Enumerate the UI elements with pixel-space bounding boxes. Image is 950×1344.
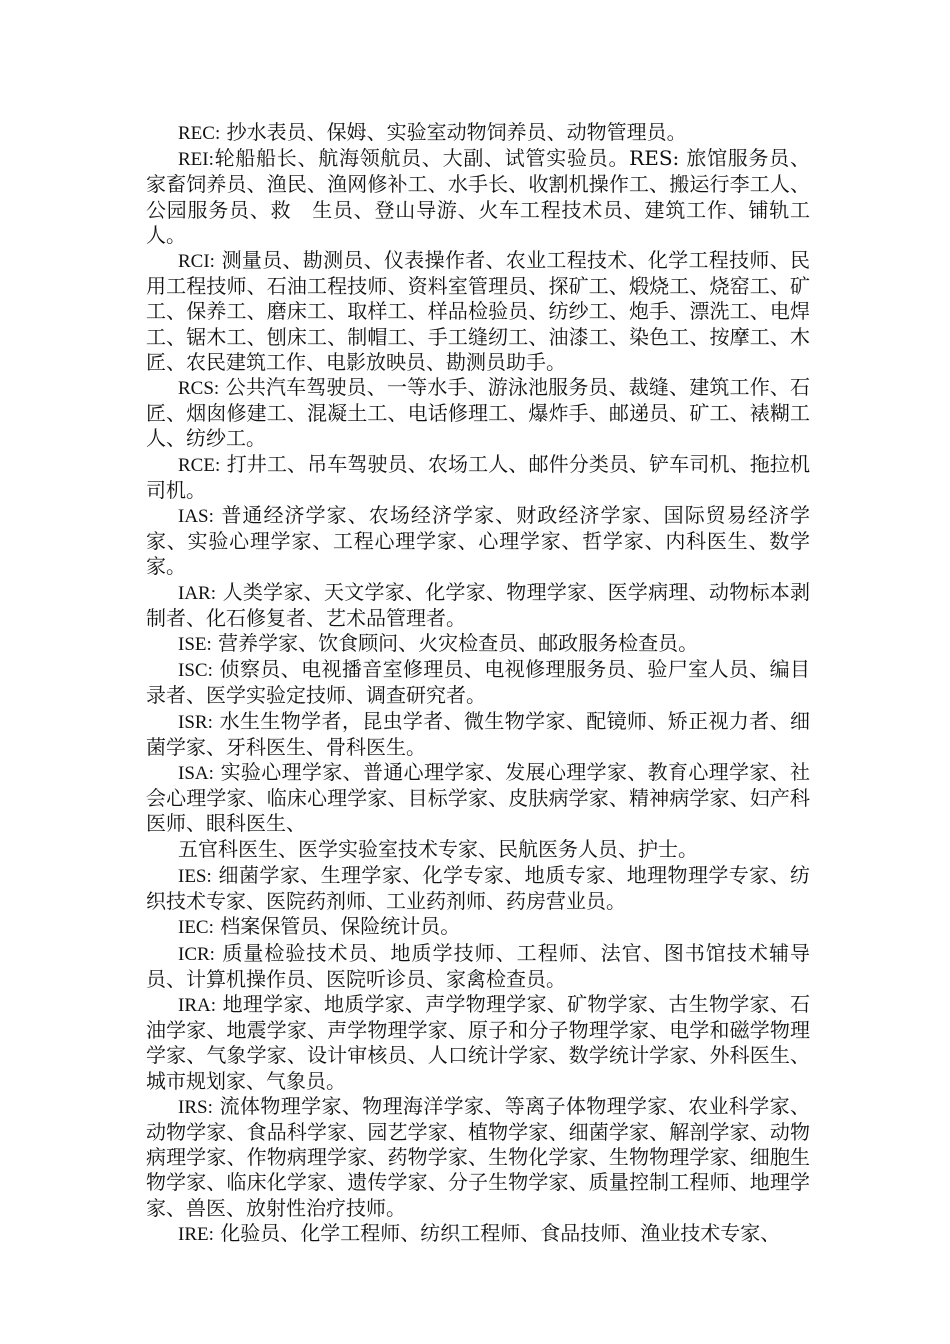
code-label: IAR: (178, 582, 216, 604)
code-label: REI: (178, 149, 214, 171)
paragraph-text: 流体物理学家、物理海洋学家、等离子体物理学家、农业科学家、动物学家、食品科学家、园艺学家、植物学家、细菌学家、解剖学家、动物病理学家、作物病理学家、药物学家、生物化学家、生物物理学家、细胞生物学家、临床化学家、遗传学家、分子生物学家、质量控制工程师、地理学家、兽医、放射性治疗技师。 (146, 1093, 810, 1220)
code-label: REC: (178, 123, 221, 144)
code-label: IRS: (178, 1096, 213, 1118)
document-body (146, 120, 810, 1247)
paragraph-text: 档案保管员、保险统计员。 (213, 914, 461, 939)
paragraph-ire (146, 1221, 810, 1247)
code-label: RCE: (178, 454, 221, 476)
paragraph-text: 抄水表员、保姆、实验室动物饲养员、动物管理员。 (220, 120, 687, 144)
paragraph-text: 轮船船长、航海领航员、大副、试管实验员。RES: 旅馆服务员、家畜饲养员、渔民、渔网修补工、水手长、收割机操作工、搬运行李工人、公园服务员、救 生员、登山导游、火车工程技术员、建筑工作、铺轨工人。 (146, 146, 810, 247)
code-label: IES: (178, 865, 212, 887)
paragraph-rec (146, 120, 810, 146)
paragraph-text: 打井工、吊车驾驶员、农场工人、邮件分类员、铲车司机、拖拉机司机。 (146, 451, 810, 502)
paragraph-isa (146, 760, 810, 837)
code-label: IAS: (178, 506, 214, 528)
paragraph-text: 公共汽车驾驶员、一等水手、游泳池服务员、裁缝、建筑工作、石匠、烟囱修建工、混凝土工、电话修理工、爆炸手、邮递员、矿工、裱糊工人、纺纱工。 (146, 375, 810, 451)
paragraph-text: 五官科医生、医学实验室技术专家、民航医务人员、护士。 (178, 836, 698, 861)
paragraph-isa-continued (146, 837, 810, 863)
paragraph-text: 水生生物学者，昆虫学者、微生物学家、配镜师、矫正视力者、细菌学家、牙科医生、骨科医生。 (146, 708, 810, 759)
paragraph-ira (146, 992, 810, 1094)
paragraph-icr (146, 941, 810, 992)
paragraph-irs (146, 1094, 810, 1221)
code-label: ISE: (178, 634, 212, 656)
paragraph-isr (146, 709, 810, 760)
paragraph-rei (146, 146, 810, 248)
paragraph-rce (146, 452, 810, 503)
paragraph-text: 质量检验技术员、地质学技师、工程师、法官、图书馆技术辅导员、计算机操作员、医院听诊员、家禽检查员。 (146, 940, 810, 991)
paragraph-ise (146, 631, 810, 657)
paragraph-text: 普通经济学家、农场经济学家、财政经济学家、国际贸易经济学家、实验心理学家、工程心理学家、心理学家、哲学家、内科医生、数学家。 (146, 503, 810, 579)
paragraph-iar (146, 580, 810, 631)
code-label: RCI: (178, 251, 215, 273)
code-label: RCS: (178, 378, 220, 400)
paragraph-ias (146, 503, 810, 580)
paragraph-text: 营养学家、饮食顾问、火灾检查员、邮政服务检查员。 (211, 631, 699, 656)
paragraph-iec (146, 914, 810, 940)
code-label: ISR: (178, 711, 213, 733)
code-label: IRE: (178, 1223, 214, 1245)
paragraph-text: 实验心理学家、普通心理学家、发展心理学家、教育心理学家、社会心理学家、临床心理学家、目标学家、皮肤病学家、精神病学家、妇产科医师、眼科医生、 (146, 760, 810, 836)
paragraph-text: 细菌学家、生理学家、化学专家、地质专家、地理物理学专家、纺织技术专家、医院药剂师、工业药剂师、药房营业员。 (146, 862, 810, 914)
code-label: ISA: (178, 763, 214, 785)
code-label: IEC: (178, 917, 214, 939)
paragraph-text: 人类学家、天文学家、化学家、物理学家、医学病理、动物标本剥制者、化石修复者、艺术品管理者。 (146, 579, 810, 630)
paragraph-text: 侦察员、电视播音室修理员、电视修理服务员、验尸室人员、编目录者、医学实验定技师、调查研究者。 (146, 657, 810, 708)
paragraph-rcs (146, 375, 810, 452)
paragraph-text: 地理学家、地质学家、声学物理学家、矿物学家、古生物学家、石油学家、地震学家、声学物理学家、原子和分子物理学家、电学和磁学物理学家、气象学家、设计审核员、人口统计学家、数学统计学家、外科医生、城市规划家、气象员。 (146, 991, 810, 1093)
paragraph-text: 化验员、化学工程师、纺织工程师、食品技师、渔业技术专家、 (213, 1220, 781, 1245)
code-label: ISC: (178, 660, 213, 682)
code-label: IRA: (178, 994, 216, 1016)
paragraph-isc (146, 657, 810, 708)
paragraph-rci (146, 248, 810, 375)
paragraph-ies (146, 863, 810, 914)
code-label: ICR: (178, 943, 215, 965)
paragraph-text: 测量员、勘测员、仪表操作者、农业工程技术、化学工程技师、民用工程技师、石油工程技师、资料室管理员、探矿工、煅烧工、烧窑工、矿工、保养工、磨床工、取样工、样品检验员、纺纱工、炮手、漂洗工、电焊工、锯木工、刨床工、制帽工、手工缝纫工、油漆工、染色工、按摩工、木匠、农民建筑工作、电影放映员、勘测员助手。 (146, 248, 810, 374)
